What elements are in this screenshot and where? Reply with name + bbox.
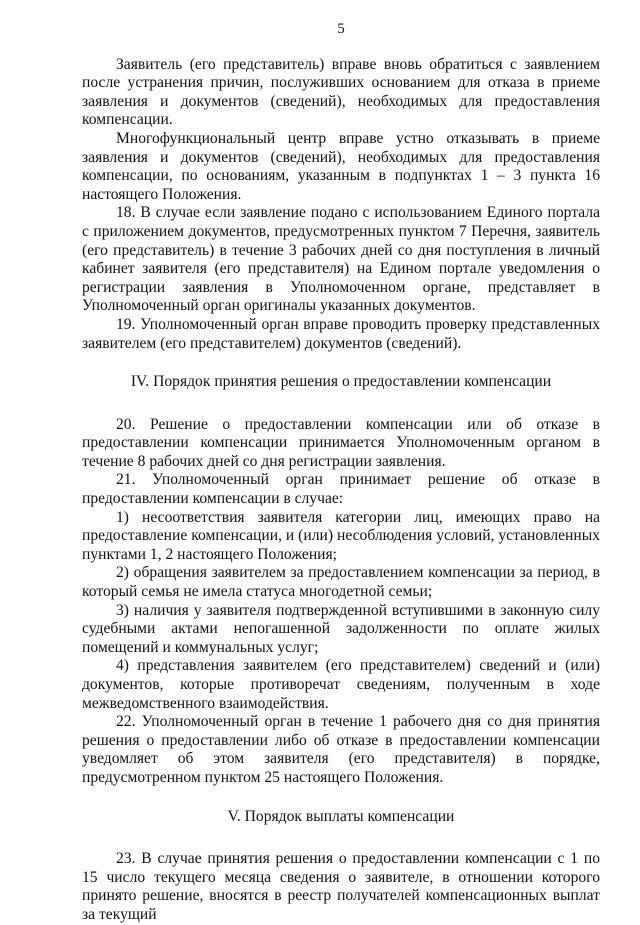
paragraph-21: 21. Уполномоченный орган принимает решение об отказе в предоставлении компенсации в случае: <box>82 471 600 508</box>
paragraph-21-item-2: 2) обращения заявителем за предоставлением компенсации за период, в который семья не имела статуса многодетной семьи; <box>82 564 600 601</box>
paragraph-reapply: Заявитель (его представитель) вправе вновь обратиться с заявлением после устранения причин, послуживших основанием для отказа в приеме заявления и документов (сведений), необходимых для предоставления компенсации. <box>82 55 600 129</box>
page-number: 5 <box>337 21 345 37</box>
paragraph-21-item-1: 1) несоответствия заявителя категории лиц, имеющих право на предоставление компенсации, и (или) несоблюдения условий, установленных пунктами 1, 2 настоящего Положения; <box>82 508 600 563</box>
section-4-heading: IV. Порядок принятия решения о предоставлении компенсации <box>130 373 552 391</box>
paragraph-21-item-3: 3) наличия у заявителя подтвержденной вступившими в законную силу судебными актами непогашенной задолженности по оплате жилых помещений и коммунальных услуг; <box>82 601 600 656</box>
paragraph-mfc-refusal: Многофункциональный центр вправе устно отказывать в приеме заявления и документов (сведений), необходимых для предоставления компенсации, по основаниям, указанным в подпунктах 1 – 3 пункта 16 настоящего Положения. <box>82 129 600 203</box>
section-5-heading: V. Порядок выплаты компенсации <box>227 807 455 825</box>
paragraph-22: 22. Уполномоченный орган в течение 1 рабочего дня со дня принятия решения о предоставлении либо об отказе в предоставлении компенсации уведомляет об этом заявителя (его представителя) в порядке, предусмотренном пунктом 25 настоящего Положения. <box>82 713 600 786</box>
paragraph-20: 20. Решение о предоставлении компенсации или об отказе в предоставлении компенсации принимается Уполномоченным органом в течение 8 рабочих дней со дня регистрации заявления. <box>82 415 600 470</box>
paragraph-18: 18. В случае если заявление подано с использованием Единого портала с приложением документов, предусмотренных пунктом 7 Перечня, заявитель (его представитель) в течение 3 рабочих дней со дня поступления в личный кабинет заявителя (его представителя) на Едином портале уведомления о регистрации заявления в Уполномоченном органе, представляет в Уполномоченный орган оригиналы указанных документов. <box>82 204 600 315</box>
paragraph-23: 23. В случае принятия решения о предоставлении компенсации с 1 по 15 число текущего месяца сведения о заявителе, в отношении которого принято решение, вносятся в реестр получателей компенсационных выплат за текущий <box>82 850 600 923</box>
paragraph-19: 19. Уполномоченный орган вправе проводить проверку представленных заявителем (его представителем) документов (сведений). <box>82 315 600 352</box>
paragraph-21-item-4: 4) представления заявителем (его представителем) сведений и (или) документов, которые противоречат сведениям, полученным в ходе межведомственного взаимодействия. <box>82 657 600 712</box>
